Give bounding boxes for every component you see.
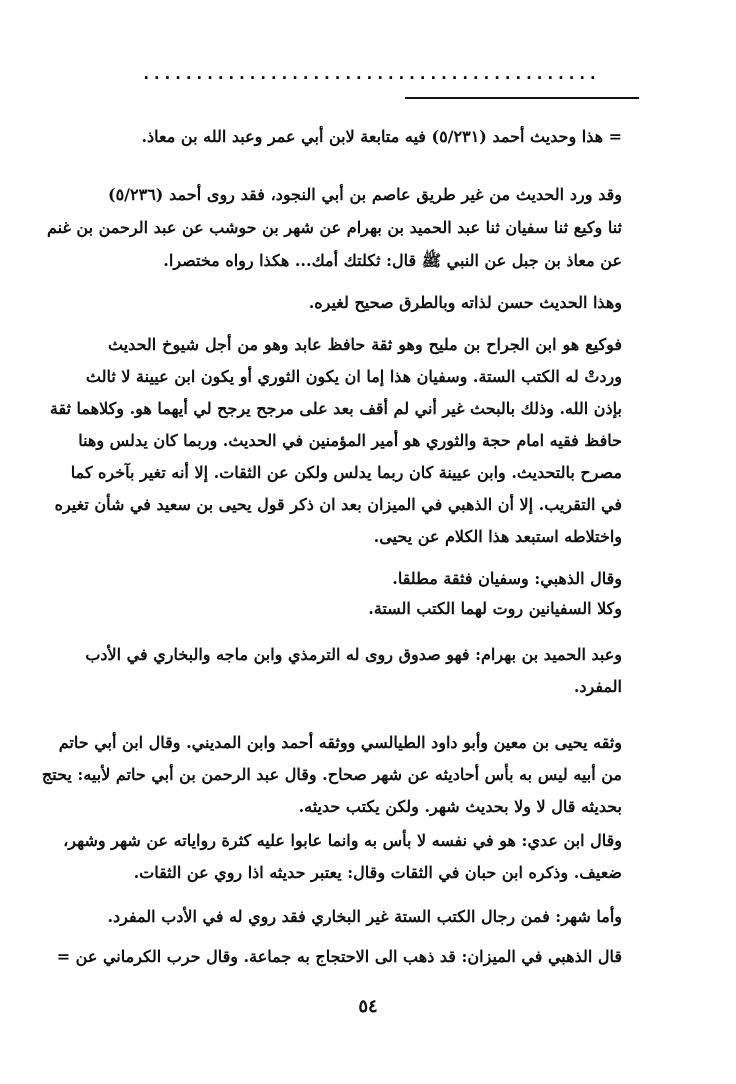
text-line-14: وكلا السفيانين روت لهما الكتب الستة. xyxy=(368,599,622,618)
text-line-15: وعبد الحميد بن بهرام: فهو صدوق روى له الترمذي وابن ماجه والبخاري في الأدب xyxy=(85,645,622,664)
text-line-19: بحديثه قال لا ولا بحديث شهر. ولكن يكتب حديثه. xyxy=(298,797,622,816)
text-line-17: وثقه يحيى بن معين وأبو داود الطيالسي ووثقه أحمد وابن المديني. وقال ابن أبي حاتم xyxy=(58,733,622,752)
text-line-8: بإذن الله. وذلك بالبحث غير أني لم أقف بعد على مرجح يرجح لي أيهما هو. وكلاهما ثقة xyxy=(49,399,622,418)
text-line-2: وقد ورد الحديث من غير طريق عاصم بن أبي النجود، فقد روى أحمد (٥/٢٣٦) xyxy=(108,185,622,204)
text-line-9: حافظ فقيه امام حجة والثوري هو أمير المؤمنين في الحديث. وربما كان يدلس وهنا xyxy=(78,431,622,450)
text-line-10: مصرح بالتحديث. وابن عيينة كان ربما يدلس ولكن عن الثقات. إلا أنه تغير بآخره كما xyxy=(70,463,622,482)
text-line-16: المفرد. xyxy=(573,677,622,696)
text-line-18: من أبيه ليس به بأس أحاديثه عن شهر صحاح. وقال عبد الرحمن بن أبي حاتم لأبيه: يحتج xyxy=(41,765,622,784)
text-line-5: وهذا الحديث حسن لذاته وبالطرق صحيح لغيره. xyxy=(308,293,622,312)
text-line-23: قال الذهبي في الميزان: قد ذهب الى الاحتجاج به جماعة. وقال حرب الكرماني عن = xyxy=(56,947,622,966)
page-number: ٥٤ xyxy=(358,996,378,1017)
text-line-12: واختلاطه استبعد هذا الكلام عن يحيى. xyxy=(373,527,622,546)
text-line-13: وقال الذهبي: وسفيان فثقة مطلقا. xyxy=(392,569,622,588)
text-line-7: وردتْ له الكتب الستة. وسفيان هذا إما ان يكون الثوري أو يكون ابن عيينة لا ثالث xyxy=(85,367,622,386)
text-line-21: ضعيف. وذكره ابن حبان في الثقات وقال: يعتبر حديثه اذا روي عن الثقات. xyxy=(133,863,622,882)
text-line-6: فوكيع هو ابن الجراح بن مليح وهو ثقة حافظ عابد وهو من أجل شيوخ الحديث xyxy=(108,335,622,354)
text-line-3: ثنا وكيع ثنا سفيان ثنا عبد الحميد بن بهرام عن شهر بن حوشب عن عبد الرحمن بن غنم xyxy=(46,218,622,237)
text-line-22: وأما شهر: فمن رجال الكتب الستة غير البخاري فقد روي له في الأدب المفرد. xyxy=(107,907,622,926)
footnote-separator-dots: ........................................... xyxy=(141,64,599,83)
footnote-rule xyxy=(405,97,639,99)
text-line-20: وقال ابن عدي: هو في نفسه لا بأس به وانما عابوا عليه كثرة رواياته عن شهر وشهر، xyxy=(63,831,622,850)
text-line-4: عن معاذ بن جبل عن النبي ﷺ قال: ثكلتك أمك... هكذا رواه مختصرا. xyxy=(163,251,622,270)
text-line-1: = هذا وحديث أحمد (٥/٢٣١) فيه متابعة لابن أبي عمر وعبد الله بن معاذ. xyxy=(141,127,622,146)
text-line-11: في التقريب. إلا أن الذهبي في الميزان بعد ان ذكر قول يحيى بن سعيد في شأن تغيره xyxy=(54,495,622,514)
